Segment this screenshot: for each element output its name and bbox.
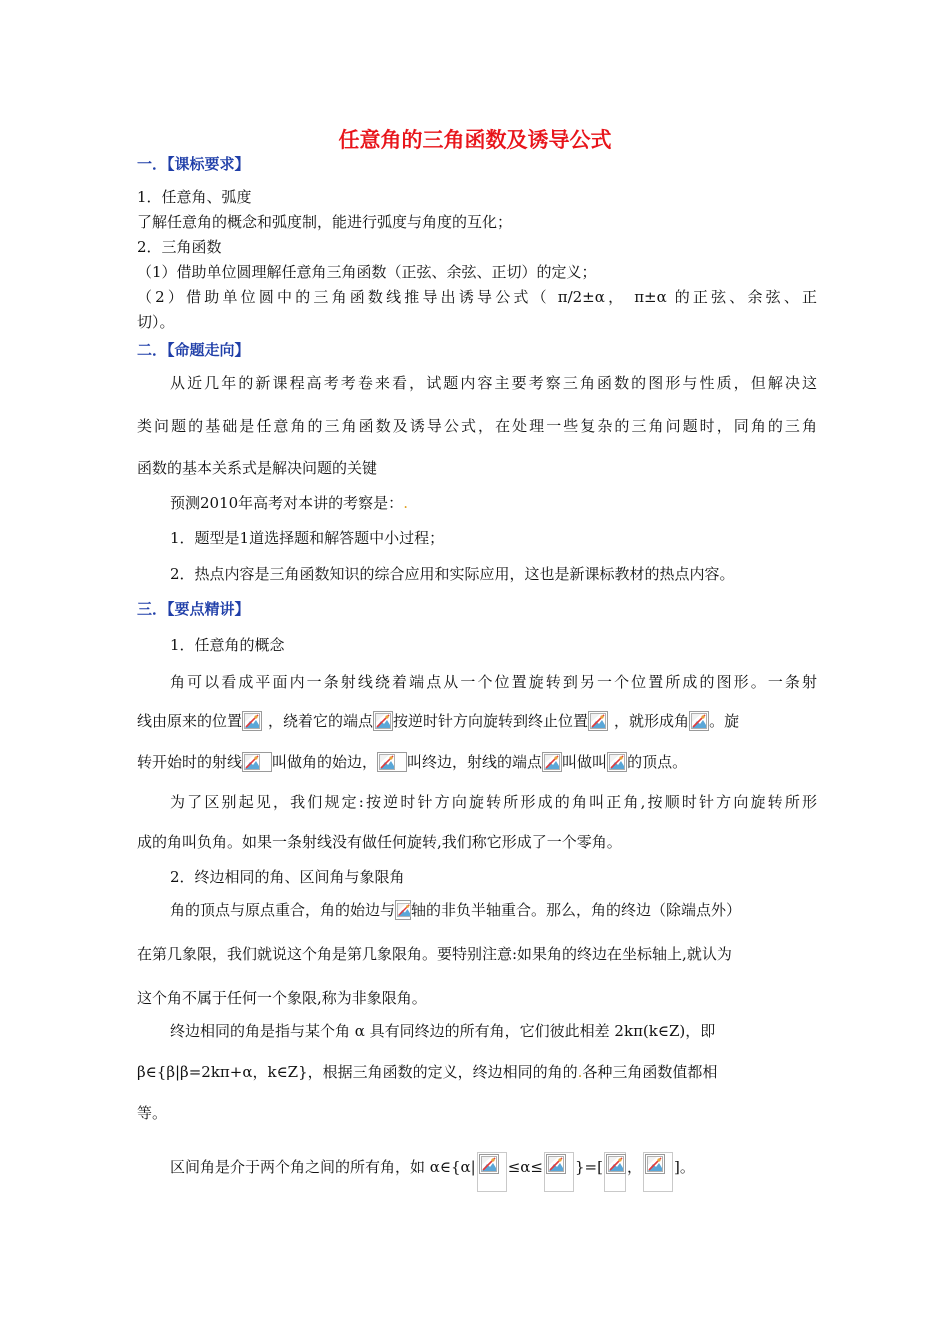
formula-image xyxy=(544,1152,574,1192)
paragraph-line: β∈{β|β=2kπ+α，k∈Z}，根据三角函数的定义，终边相同的角的.各种三角函数值都相 xyxy=(137,1063,718,1081)
paragraph-line: 等。 xyxy=(137,1104,168,1122)
broken-image-icon xyxy=(242,752,272,772)
paragraph-line: 终边相同的角是指与某个角 α 具有同终边的所有角，它们彼此相差 2kπ(k∈Z)，即 xyxy=(170,1022,716,1040)
formula-image xyxy=(604,1152,626,1192)
broken-image-icon xyxy=(607,752,627,772)
broken-image-icon xyxy=(373,711,393,731)
text-line: （1）借助单位圆理解任意角三角函数（正弦、余弦、正切）的定义； xyxy=(137,263,597,281)
paragraph-line: 从近几年的新课程高考考卷来看，试题内容主要考察三角函数的图形与性质，但解决这 xyxy=(170,374,817,392)
paragraph-line: 在第几象限，我们就说这个角是第几象限角。要特别注意:如果角的终边在坐标轴上,就认为 xyxy=(137,945,732,963)
paragraph-line: 角的顶点与原点重合，角的始边与 轴的非负半轴重合。那么，角的终边（除端点外） xyxy=(170,901,742,919)
text-line: 了解任意角的概念和弧度制，能进行弧度与角度的互化； xyxy=(137,213,513,231)
page-title: 任意角的三角函数及诱导公式 xyxy=(338,128,612,152)
section-heading-key-points: 三．【要点精讲】 xyxy=(137,600,250,618)
subheading: 2．终边相同的角、区间角与象限角 xyxy=(170,868,405,886)
broken-image-icon xyxy=(479,1154,499,1174)
broken-image-icon xyxy=(242,711,262,731)
formula-image xyxy=(477,1152,507,1192)
paragraph-line: 角可以看成平面内一条射线绕着端点从一个位置旋转到另一个位置所成的图形。一条射 xyxy=(170,673,817,691)
paragraph-line: 为了区别起见，我们规定:按逆时针方向旋转所形成的角叫正角,按顺时针方向旋转所形 xyxy=(170,793,817,811)
section-heading-trend: 二．【命题走向】 xyxy=(137,341,250,359)
subheading: 1．任意角的概念 xyxy=(170,636,285,654)
paragraph-line: 预测2010年高考对本讲的考察是：. xyxy=(170,494,408,512)
paragraph-line: 1．题型是1道选择题和解答题中小过程； xyxy=(170,529,445,547)
broken-image-icon xyxy=(606,1154,626,1174)
formula-image xyxy=(643,1152,673,1192)
broken-image-icon xyxy=(377,752,407,772)
text-line: 2．三角函数 xyxy=(137,238,222,256)
paragraph-line: 函数的基本关系式是解决问题的关键 xyxy=(137,459,378,477)
text-line: 切）。 xyxy=(137,313,175,331)
paragraph-line: 线由原来的位置 ，绕着它的端点 按逆时针方向旋转到终止位置 ，就形成角 。旋 xyxy=(137,712,740,730)
text-line: 1．任意角、弧度 xyxy=(137,188,252,206)
paragraph-line: 转开始时的射线 叫做角的始边， 叫终边，射线的端点 叫做叫 的顶点。 xyxy=(137,753,688,771)
paragraph-line: 类问题的基础是任意角的三角函数及诱导公式，在处理一些复杂的三角问题时，同角的三角 xyxy=(137,417,817,435)
broken-image-icon xyxy=(546,1154,566,1174)
paragraph-line: 2．热点内容是三角函数知识的综合应用和实际应用，这也是新课标教材的热点内容。 xyxy=(170,565,735,583)
paragraph-line: 这个角不属于任何一个象限,称为非象限角。 xyxy=(137,989,427,1007)
text-line: （2）借助单位圆中的三角函数线推导出诱导公式（ π/2±α， π±α 的正弦、余弦、正 xyxy=(137,288,817,306)
broken-image-icon xyxy=(395,900,411,920)
broken-image-icon xyxy=(588,711,608,731)
broken-image-icon xyxy=(689,711,709,731)
paragraph-line: 区间角是介于两个角之间的所有角，如 α∈{α| ≤α≤ }=[ ， ]。 xyxy=(170,1152,817,1192)
broken-image-icon xyxy=(645,1154,665,1174)
section-heading-requirements: 一．【课标要求】 xyxy=(137,155,250,173)
paragraph-line: 成的角叫负角。如果一条射线没有做任何旋转,我们称它形成了一个零角。 xyxy=(137,833,622,851)
broken-image-icon xyxy=(542,752,562,772)
